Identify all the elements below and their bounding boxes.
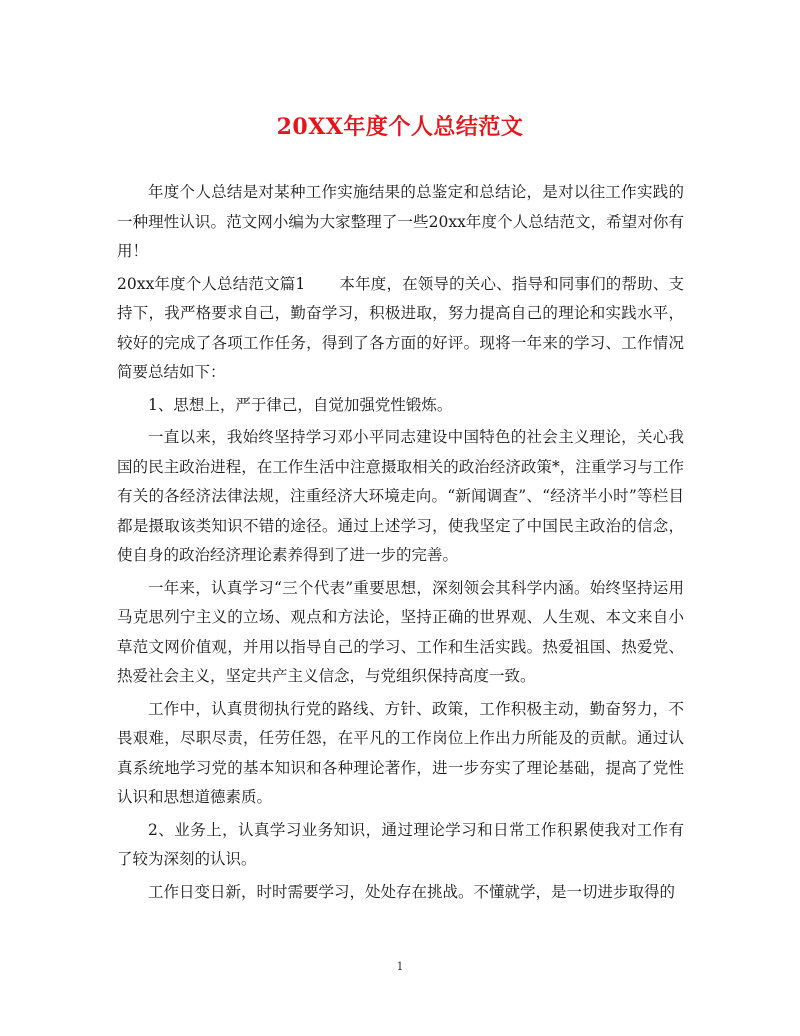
document-title: 20XX年度个人总结范文: [276, 114, 524, 140]
point-2-heading: 2、业务上，认真学习业务知识，通过理论学习和日常工作积累使我对工作有了较为深刻的认识。: [117, 820, 684, 868]
intro-paragraph: 年度个人总结是对某种工作实施结果的总鉴定和总结论，是对以往工作实践的一种理性认识。范文网小编为大家整理了一些20xx年度个人总结范文，希望对你有用！: [117, 183, 684, 260]
body-paragraph: 工作中，认真贯彻执行党的路线、方针、政策，工作积极主动，勤奋努力，不畏艰难，尽职尽责，任劳任怨，在平凡的工作岗位上作出力所能及的贡献。通过认真系统地学习党的基本知识和各种理论著作，进一步夯实了理论基础，提高了党性认识和思想道德素质。: [117, 699, 684, 806]
body-paragraph: 一直以来，我始终坚持学习邓小平同志建设中国特色的社会主义理论，关心我国的民主政治进程，在工作生活中注意摄取相关的政治经济政策*，注重学习与工作有关的各经济法律法规，注重经济大环境走向。“新闻调查”、“经济半小时”等栏目都是摄取该类知识不错的途径。通过上述学习，使我坚定了中国民主政治的信念，使自身的政治经济理论素养得到了进一步的完善。: [117, 428, 684, 564]
section-heading: 20xx年度个人总结范文篇1: [117, 274, 306, 293]
page-number: 1: [396, 960, 404, 973]
point-1-heading: 1、思想上，严于律己，自觉加强党性锻炼。: [148, 395, 453, 414]
section-first-paragraph: [117, 270, 684, 388]
body-paragraph: 工作日变日新，时时需要学习，处处存在挑战。不懂就学，是一切进步取得的: [148, 882, 676, 901]
section-first-text: 本年度，在领导的关心、指导和同事们的帮助、支持下，我严格要求自己，勤奋学习，积极进取，努力提高自己的理论和实践水平，较好的完成了各项工作任务，得到了各方面的好评。现将一年来的学习、工作情况简要总结如下：: [117, 274, 684, 381]
document-body: [117, 178, 684, 910]
body-paragraph: 一年来，认真学习“三个代表”重要思想，深刻领会其科学内涵。始终坚持运用马克思列宁主义的立场、观点和方法论，坚持正确的世界观、人生观、本文来自小草范文网价值观，并用以指导自己的学习、工作和生活实践。热爱祖国、热爱党、热爱社会主义，坚定共产主义信念，与党组织保持高度一致。: [117, 578, 684, 685]
